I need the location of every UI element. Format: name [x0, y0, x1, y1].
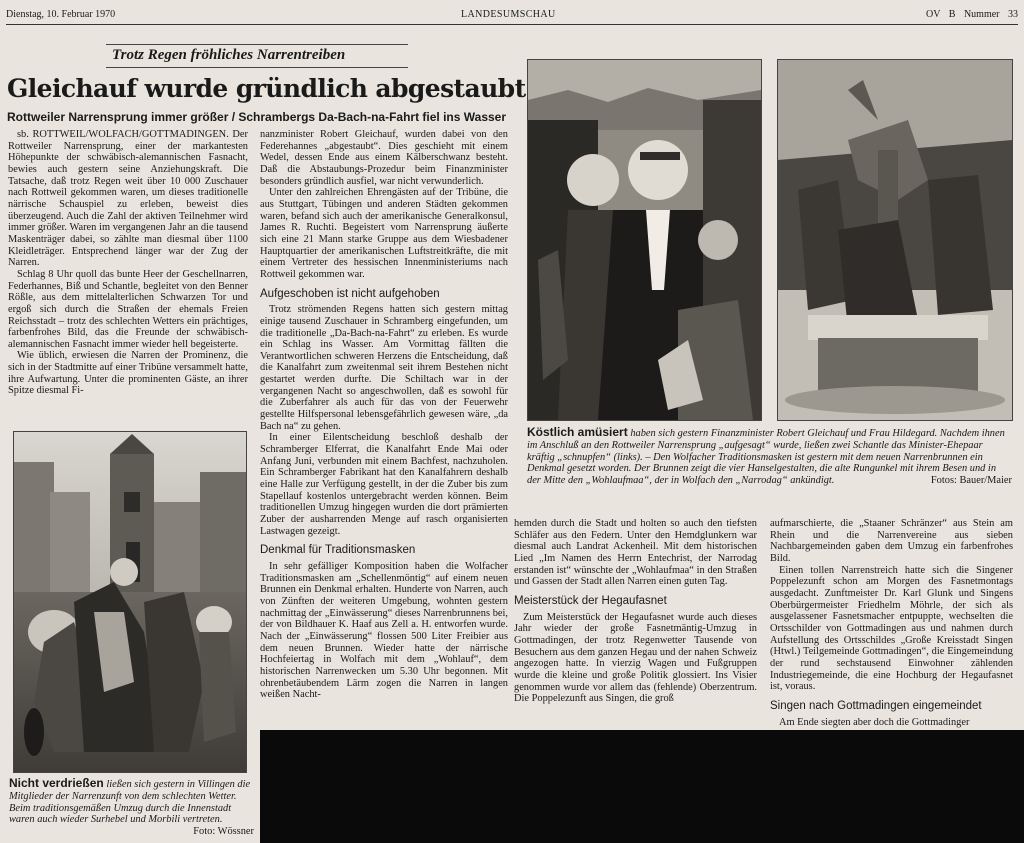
paragraph: Trotz strömenden Regens hatten sich gestern mittag einige tausend Zuschauer in Schramberg eingefunden, um die traditionelle „Da-Bach-na-Fahrt“ zu erleben. Es wurde ein Schlag ins Wasser. Am Vormittag fällten die Verantwortlichen schweren Herzens die Entscheidung, daß die Kanalfahrt zum zweitenmal seit ihrem Bestehen nicht gestartet werden durfte. Die Schiltach war in der vergangenen Nacht so angeschwollen, daß es sowohl für die Zuberfahrer als auch für das von der Feuerwehr gestellte Hilfspersonal lebensgefährlich gewesen wäre, „da Bach na“ zu gehen.	[260, 304, 508, 432]
masthead-rule	[6, 24, 1018, 25]
paragraph: sb. ROTTWEIL/WOLFACH/GOTTMADINGEN. Der Rottweiler Narrensprung, einer der markantesten Höhepunkte der schwäbisch-alemannischen Fasnacht, bewies auch gestern seine Anziehungskraft. Die Tatsache, daß trotz Regen weit über 10 000 Zuschauer nach Rottweil gekommen waren, um dieses traditionelle närrische Schauspiel zu erleben, beweist dies überzeugend. Auch die Zahl der aktiven Teilnehmer wird immer größer. Waren im vergangenen Jahr an die tausend Maskenträger dabei, so zählte man diesmal über 1100 Kleidleträger. Entsprechend länger war der Zug der Narren.	[8, 129, 248, 269]
minister-couple-photo	[527, 59, 762, 421]
issue-number: OV B Nummer 33	[926, 9, 1018, 20]
column-1	[8, 129, 248, 397]
subheading: Singen nach Gottmadingen eingemeindet	[770, 699, 982, 712]
paragraph: nanzminister Robert Gleichauf, wurden dabei von den Federehannes „abgestaubt“. Dies geschieht mit einem Wedel, dessen Ende aus einem Kälberschwanz besteht. Daß die Abstaubungs-Prozedur beim Finanzminister besonders gründlich ausfiel, war nicht verwunderlich.	[260, 129, 508, 187]
kicker-rule-bottom	[106, 67, 408, 68]
subheading: Denkmal für Traditionsmasken	[260, 544, 416, 557]
masthead	[6, 9, 1018, 23]
paragraph: Wie üblich, erwiesen die Narren der Prominenz, die sich in der Stadtmitte auf einer Tribüne versammelt hatte, ihre Aufwartung. Unter die prominenten Gäste, an ihrer Spitze diesmal Fi-	[8, 350, 248, 397]
caption-minister	[527, 427, 1012, 487]
scan-black-area	[260, 730, 1024, 843]
paragraph: hemden durch die Stadt und holten so auch den tiefsten Schläfer aus den Federn. Unter den Hemdglunkern war diesmal auch Landrat Ackenheil. Mit dem historischen Lied „Im Namen des Herrn Entechrist, der Narrodag erstanden ist“ wünschte der „Wohlaufmaa“ in den Straßen und Gassen der Stadt allen Narren einen guten Tag.	[514, 518, 757, 588]
paragraph: Einen tollen Narrenstreich hatte sich die Singener Poppelezunft schon am Morgen des Fasnetmontags ausgedacht. Zunftmeister Dr. Karl Glunk und Singens Oberbürgermeister Friedhelm Möhrle, der sich als ausgelassener Fasnetsmacher entpuppte, wechselten die Ortsschilder von Gottmadingen aus und nahmen durch Aufstellung des Ortsschildes „Große Kreisstadt Singen (Htwl.) Teilgemeinde Gottmadingen“, die Eingemeindung der rund sechstausend Einwohner zählenden Industriegemeinde, die eine Hochburg der Hegaufasnet ist, voraus.	[770, 564, 1013, 693]
section-name: LANDESUMSCHAU	[461, 9, 556, 20]
caption-lead: Nicht verdrießen	[9, 776, 104, 790]
paragraph: Schlag 8 Uhr quoll das bunte Heer der Geschellnarren, Federhannes, Biß und Schantle, begleitet von den Benner Rößle, aus dem mittelalterlichen Schwarzen Tor und ergoß sich durch die Straßen der ehemals Freien Reichsstadt – trotz des schlechten Wetters ein prächtiges, farbenfrohes Bild, das die Freunde der schwäbisch-alemannischen Fasnacht immer wieder hell begeisterte.	[8, 268, 248, 350]
photo-credit: Foto: Wössner	[193, 826, 254, 838]
narrenbrunnen-photo	[777, 59, 1013, 421]
caption-villingen	[9, 778, 254, 838]
photo-credit: Fotos: Bauer/Maier	[930, 475, 1012, 487]
paragraph: Zum Meisterstück der Hegaufasnet wurde auch dieses Jahr wieder der große Fasnetmäntig-Umzug in Gottmadingen, der trotz Regenwetter Tausende von Besuchern aus dem ganzen Hegau und der nahen Schweiz angezogen hatte. In vierzig Wagen und Fußgruppen wurde die kleine und große Politik glossiert. Ins Visier genommen wurde vor allem das (fehlende) Oberzentrum. Die Poppelezunft aus Singen, die groß	[514, 611, 757, 705]
kicker-rule-top	[106, 44, 408, 45]
subheading: Aufgeschoben ist nicht aufgehoben	[260, 287, 440, 300]
column-2	[260, 129, 508, 701]
issue-date: Dienstag, 10. Februar 1970	[6, 9, 116, 20]
paragraph: Unter den zahlreichen Ehrengästen auf der Tribüne, die aus Stuttgart, Tübingen und anderen Städten gekommen waren, befand sich auch der amerikanische Generalkonsul, James R. Ruchti. Begeistert vom Narrensprung äußerte sich eine 21 Mann starke Gruppe aus dem Wiesbadener Hauptquartier der amerikanischen Luftstreitkräfte, die mit einem Vertreter des hessischen Innenministeriums nach Rottweil gekommen war.	[260, 187, 508, 280]
kicker: Trotz Regen fröhliches Narrentreiben	[112, 47, 346, 63]
caption-text: ließen sich gestern in Villingen die Mitglieder der Narrenzunft von dem schlechten Wetter. Beim traditionsgemäßen Umzug durch die Innenstadt waren auch wieder Surhebel und Morbili vertreten.	[9, 779, 251, 826]
street-parade-photo	[13, 431, 247, 773]
caption-lead: Köstlich amüsiert	[527, 425, 628, 439]
headline: Gleichauf wurde gründlich abgestaubt	[7, 74, 526, 103]
deck: Rottweiler Narrensprung immer größer / Schrambergs Da-Bach-na-Fahrt fiel ins Wasser	[7, 110, 507, 124]
paragraph: In sehr gefälliger Komposition haben die Wolfacher Traditionsmasken am „Schellenmöntig“ auf einem neuen Brunnen ein Denkmal erhalten. Hunderte von Narren, auch von Zünften der weiteren Umgebung, wohnten gestern nachmittag der „Einwässerung“ dieses Narrenbrunnens bei, der von Bildhauer K. Haaf aus Zell a. H. entworfen wurde. Nach der „Einwässerung“ flossen 500 Liter Freibier aus dem neuen Brunnen. Wieder hatte der närrische Hochfeiertag in Wolfach mit dem „Wohlauf“, dem historischen Narrenwecken um 5.30 Uhr begonnen. Mit ohrenbetäubendem Lärm zogen die Narren in langen weißen Nacht-	[260, 560, 508, 701]
column-3	[514, 518, 757, 705]
caption-text: haben sich gestern Finanzminister Robert Gleichauf und Frau Hildegard. Nachdem ihnen im Anschluß an den Rottweiler Narrensprung „aufgesagt“ wurde, ließen zwei Schantle das Minister-Ehepaar kräftig „schnupfen“ (links). – Den Wolfacher Traditionsmasken ist gestern mit dem neuen Narrenbrunnen ein Denkmal gesetzt worden. Der Brunnen zeigt die vier Hanselgestalten, die alte Rungunkel mit ihrem Besen und in der Mitte den „Wohlaufmaa“, der in Wolfach den „Narrodag“ ankündigt.	[527, 428, 1005, 487]
subheading: Meisterstück der Hegaufasnet	[514, 594, 667, 607]
paragraph: Am Ende siegten aber doch die Gottmadinger	[779, 716, 970, 728]
column-4	[770, 518, 1013, 728]
paragraph: In einer Eilentscheidung beschloß deshalb der Schramberger Elferrat, die Kanalfahrt Ende Mai oder Anfang Juni, verbunden mit einem Bachfest, nachzuholen. Ein Schramberger Fabrikant hat den Kanalfahrern deshalb eine Halle zur Verfügung gestellt, in der die Zuber bis zum Stapellauf kostenlos untergebracht werden können. Beim traditionellen Umzug hingegen wurden die dort prämierten Zuber der ausharrenden Menge auf rasch organisierten Lastwagen gezeigt.	[260, 432, 508, 537]
paragraph: aufmarschierte, die „Staaner Schränzer“ aus Stein am Rhein und die Narrenvereine aus sieben Nachbargemeinden gaben dem Umzug ein farbenfrohes Bild.	[770, 518, 1013, 564]
